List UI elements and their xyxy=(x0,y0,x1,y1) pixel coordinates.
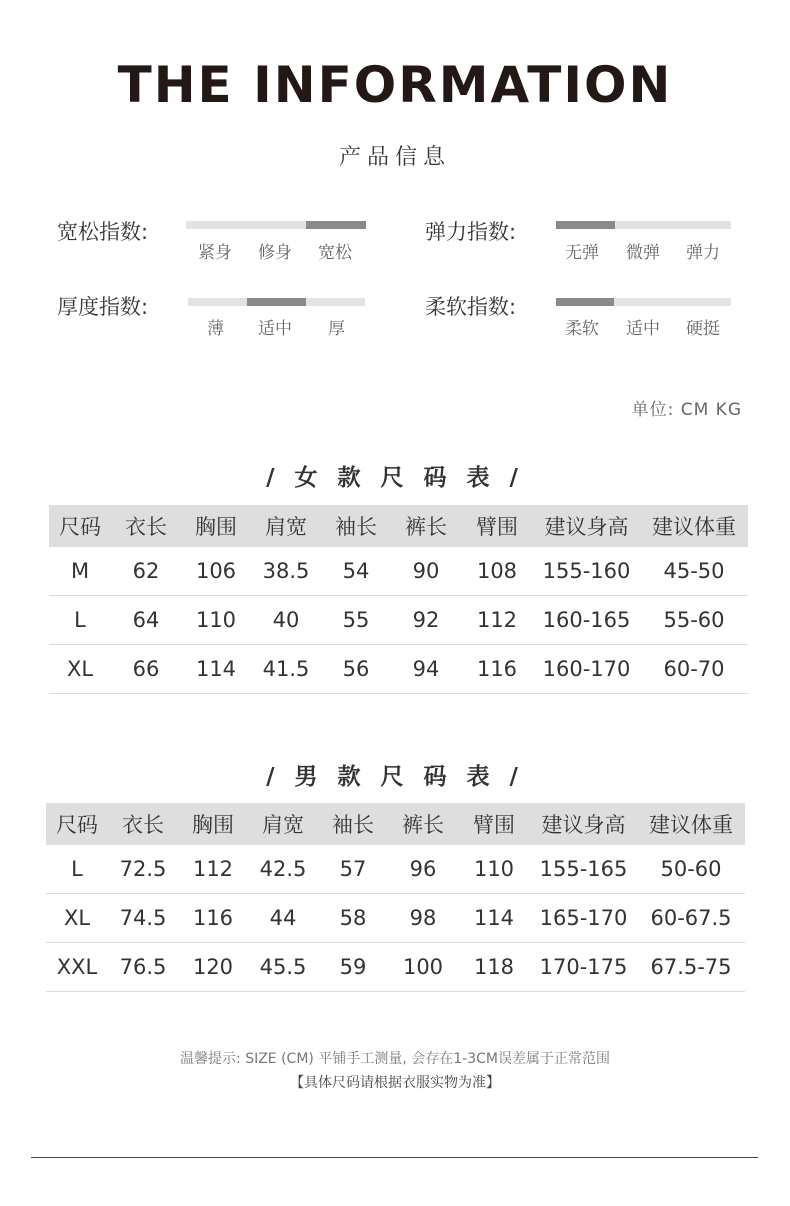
table-cell: 155-160 xyxy=(533,547,640,596)
table-cell: 55 xyxy=(321,596,391,645)
table-cell: 66 xyxy=(111,645,181,694)
column-header: 尺码 xyxy=(49,505,111,547)
column-header: 建议体重 xyxy=(640,505,748,547)
women-size-table xyxy=(49,505,748,694)
table-cell: 92 xyxy=(391,596,461,645)
index-option: 微弹 xyxy=(626,243,660,263)
column-header: 裤长 xyxy=(388,803,458,845)
column-header: 胸围 xyxy=(181,505,251,547)
table-cell: 72.5 xyxy=(108,845,178,894)
table-cell: 60-70 xyxy=(640,645,748,694)
table-row xyxy=(49,547,748,596)
table-cell: 76.5 xyxy=(108,943,178,992)
index-option: 薄 xyxy=(207,319,224,339)
table-cell: 38.5 xyxy=(251,547,321,596)
table-cell: 55-60 xyxy=(640,596,748,645)
table-row xyxy=(46,845,745,894)
column-header: 袖长 xyxy=(321,505,391,547)
table-cell: 45-50 xyxy=(640,547,748,596)
index-bar xyxy=(186,221,366,229)
table-cell: 60-67.5 xyxy=(637,894,745,943)
table-cell: 40 xyxy=(251,596,321,645)
table-cell: 116 xyxy=(178,894,248,943)
table-cell: 110 xyxy=(181,596,251,645)
index-option: 无弹 xyxy=(565,243,599,263)
table-cell: 54 xyxy=(321,547,391,596)
table-cell: 100 xyxy=(388,943,458,992)
column-header: 胸围 xyxy=(178,803,248,845)
index-bar xyxy=(556,298,731,306)
table-cell: XL xyxy=(49,645,111,694)
column-header: 裤长 xyxy=(391,505,461,547)
table-cell: 90 xyxy=(391,547,461,596)
table-row xyxy=(49,645,748,694)
table-cell: 160-165 xyxy=(533,596,640,645)
index-option: 紧身 xyxy=(198,243,232,263)
table-cell: 45.5 xyxy=(248,943,318,992)
footer-divider xyxy=(31,1157,758,1158)
index-bar-fill xyxy=(247,298,306,306)
index-bar-fill xyxy=(306,221,366,229)
index-label: 弹力指数: xyxy=(425,220,517,244)
index-option: 硬挺 xyxy=(686,319,720,339)
column-header: 肩宽 xyxy=(248,803,318,845)
table-cell: 67.5-75 xyxy=(637,943,745,992)
index-label: 柔软指数: xyxy=(425,295,517,319)
table-cell: 57 xyxy=(318,845,388,894)
index-option: 适中 xyxy=(626,319,660,339)
women-size-title: / 女 款 尺 码 表 / xyxy=(266,465,524,491)
table-cell: 58 xyxy=(318,894,388,943)
table-cell: 41.5 xyxy=(251,645,321,694)
table-cell: 114 xyxy=(181,645,251,694)
column-header: 衣长 xyxy=(111,505,181,547)
table-cell: 110 xyxy=(458,845,530,894)
page-title: THE INFORMATION xyxy=(117,56,673,114)
index-bar xyxy=(556,221,731,229)
table-cell: 170-175 xyxy=(530,943,637,992)
table-cell: 74.5 xyxy=(108,894,178,943)
index-bar-fill xyxy=(556,221,615,229)
table-cell: 50-60 xyxy=(637,845,745,894)
table-cell: 120 xyxy=(178,943,248,992)
index-option: 宽松 xyxy=(318,243,352,263)
index-option: 厚 xyxy=(328,319,345,339)
table-row xyxy=(46,943,745,992)
index-option: 修身 xyxy=(258,243,292,263)
column-header: 衣长 xyxy=(108,803,178,845)
table-cell: 108 xyxy=(461,547,533,596)
table-cell: 42.5 xyxy=(248,845,318,894)
index-option: 弹力 xyxy=(686,243,720,263)
unit-label: 单位: CM KG xyxy=(631,400,742,420)
men-size-title: / 男 款 尺 码 表 / xyxy=(266,764,524,790)
index-option: 柔软 xyxy=(565,319,599,339)
index-label: 厚度指数: xyxy=(57,295,149,319)
table-cell: XXL xyxy=(46,943,108,992)
table-cell: 56 xyxy=(321,645,391,694)
table-cell: L xyxy=(46,845,108,894)
table-cell: 62 xyxy=(111,547,181,596)
index-bar-fill xyxy=(556,298,614,306)
table-cell: 94 xyxy=(391,645,461,694)
column-header: 建议身高 xyxy=(530,803,637,845)
table-cell: 64 xyxy=(111,596,181,645)
column-header: 袖长 xyxy=(318,803,388,845)
column-header: 肩宽 xyxy=(251,505,321,547)
index-label: 宽松指数: xyxy=(57,220,149,244)
index-option: 适中 xyxy=(258,319,292,339)
men-size-table xyxy=(46,803,745,992)
measurement-note: 温馨提示: SIZE (CM) 平铺手工测量, 会存在1-3CM误差属于正常范围 xyxy=(180,1051,610,1067)
table-cell: 165-170 xyxy=(530,894,637,943)
table-header-row xyxy=(46,803,745,845)
table-cell: 155-165 xyxy=(530,845,637,894)
column-header: 臂围 xyxy=(461,505,533,547)
table-cell: 112 xyxy=(461,596,533,645)
index-bar xyxy=(188,298,365,306)
table-row xyxy=(46,894,745,943)
table-cell: 59 xyxy=(318,943,388,992)
column-header: 建议身高 xyxy=(533,505,640,547)
table-cell: M xyxy=(49,547,111,596)
column-header: 尺码 xyxy=(46,803,108,845)
table-cell: 98 xyxy=(388,894,458,943)
table-cell: 106 xyxy=(181,547,251,596)
page-subtitle: 产品信息 xyxy=(338,145,451,170)
table-cell: L xyxy=(49,596,111,645)
table-cell: 96 xyxy=(388,845,458,894)
column-header: 建议体重 xyxy=(637,803,745,845)
table-cell: 118 xyxy=(458,943,530,992)
table-header-row xyxy=(49,505,748,547)
table-cell: 160-170 xyxy=(533,645,640,694)
table-cell: XL xyxy=(46,894,108,943)
column-header: 臂围 xyxy=(458,803,530,845)
table-cell: 116 xyxy=(461,645,533,694)
size-disclaimer: 【具体尺码请根据衣服实物为准】 xyxy=(290,1075,500,1091)
table-cell: 44 xyxy=(248,894,318,943)
table-cell: 112 xyxy=(178,845,248,894)
table-cell: 114 xyxy=(458,894,530,943)
table-row xyxy=(49,596,748,645)
